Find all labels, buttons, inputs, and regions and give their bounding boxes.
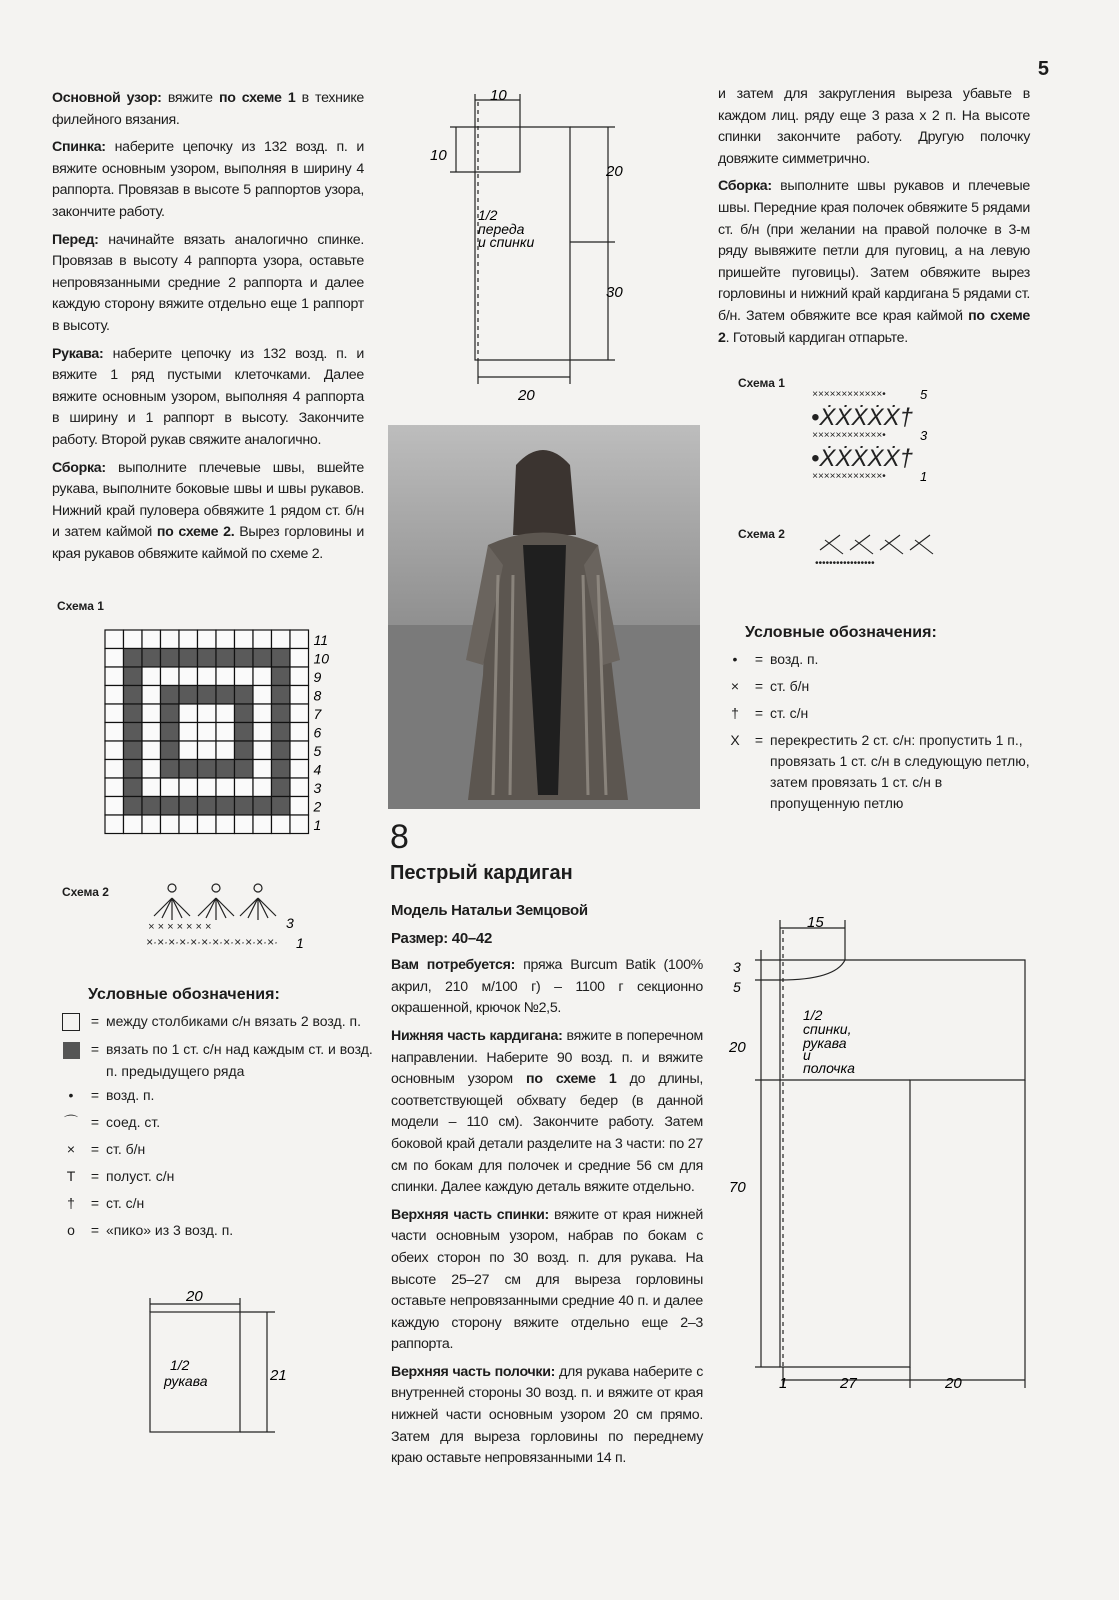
svg-text:21: 21 [270, 1367, 287, 1384]
cardigan-stitch-chart [810, 385, 940, 485]
picot-icon: o [67, 1222, 75, 1238]
row-number: 3 [313, 780, 322, 796]
row-number: 6 [313, 724, 322, 741]
open-cell [179, 815, 198, 834]
open-cell [290, 667, 309, 686]
filled-cell [235, 686, 254, 705]
filled-cell [216, 686, 235, 705]
svg-text:1: 1 [920, 469, 928, 484]
filled-cell [124, 778, 143, 797]
filled-cell [216, 797, 235, 816]
open-cell [216, 741, 235, 760]
svg-text:70: 70 [729, 1179, 746, 1196]
open-cell [124, 630, 143, 649]
open-cell [290, 630, 309, 649]
model-figure-illustration [388, 425, 700, 809]
left-column [52, 88, 364, 571]
row-number: 2 [313, 798, 322, 815]
schema2-label-right: Схема 2 [738, 527, 785, 541]
filled-cell [142, 797, 161, 816]
single-crochet-icon: × [730, 678, 740, 694]
filled-cell [124, 797, 143, 816]
filled-cell [272, 723, 291, 742]
open-cell [179, 630, 198, 649]
open-cell [253, 760, 272, 779]
open-cell [253, 815, 272, 834]
open-cell [290, 797, 309, 816]
open-cell [253, 723, 272, 742]
filled-cell [198, 760, 217, 779]
filled-cell [235, 649, 254, 668]
svg-text:×·×·×·×·×·×·×·×·×·×·×·×·: ×·×·×·×·×·×·×·×·×·×·×·×· [146, 935, 279, 949]
svg-text:рукава: рукава [164, 1373, 208, 1389]
slip-stitch-icon: ⌒ [64, 1114, 78, 1130]
filled-cell [253, 797, 272, 816]
legend-item: = вязать по 1 ст. с/н над каждым ст. и возд. п. предыдущего ряда [58, 1038, 388, 1082]
open-cell [161, 778, 180, 797]
row-number: 8 [313, 687, 322, 704]
open-cell [179, 667, 198, 686]
open-cell [253, 778, 272, 797]
row-number: 1 [296, 935, 304, 951]
svg-text:3: 3 [733, 959, 741, 975]
paragraph-assembly-cardigan: Сборка: выполните швы рукавов и плечевые швы. Передние края полочек обвяжите 5 рядами ст. б/н (при желании на правой полочке в 3-м ряду вывяжите петли для пуговиц, а на левую пришейте пуговицы). Затем обвяжите вырез горловины и нижний край кардигана 5 рядами ст. б/н. Затем обвяжите все края каймой по схеме 2. Готовый кардиган отпарьте. [718, 178, 1031, 346]
open-cell [161, 667, 180, 686]
svg-text:полочка: полочка [803, 1060, 855, 1076]
cardigan-model-photo [388, 425, 700, 809]
open-cell [179, 778, 198, 797]
filled-cell [142, 649, 161, 668]
cardigan-pattern-diagram [725, 910, 1045, 1395]
filled-cell [272, 778, 291, 797]
paragraph-back: Спинка: наберите цепочку из 132 возд. п. и вяжите основным узором, выполняя в ширину 4 раппорта. Провязав в высоте 5 раппортов узора, закончите работу. [52, 139, 364, 220]
paragraph-upper-back: Верхняя часть спинки: вяжите от края нижней части основным узором, набрав по бокам с обеих сторон по 30 возд. п. для рукава. На высоте 25–27 см для выреза горловины оставьте непровязанными средние 40 п. и далее каждую сторону вяжите отдельно еще 2–3 раппорта. [391, 1206, 703, 1353]
filled-cell [272, 741, 291, 760]
svg-text:20: 20 [186, 1290, 203, 1305]
front-back-pattern-diagram [420, 82, 650, 402]
open-cell [105, 630, 124, 649]
filled-cell [235, 760, 254, 779]
open-cell [142, 667, 161, 686]
open-cell [142, 815, 161, 834]
open-cell [105, 741, 124, 760]
legend-item: × = ст. б/н [722, 673, 1032, 700]
filled-square-icon [58, 1038, 84, 1060]
page-number: 5 [1037, 58, 1049, 80]
filled-cell [235, 704, 254, 723]
svg-text:1/2: 1/2 [170, 1357, 190, 1373]
open-cell [198, 704, 217, 723]
filled-cell [124, 723, 143, 742]
filled-cell [124, 667, 143, 686]
legend-item: T = полуст. с/н [58, 1163, 388, 1190]
svg-text:спинки,: спинки, [803, 1021, 852, 1037]
stitch-row-3: ××××××××××××• [812, 430, 886, 441]
open-cell [216, 723, 235, 742]
paragraph-front: Перед: начинайте вязать аналогично спинке. Провязав в высоту 4 раппорта узора, оставьте непровязанными средние 2 раппорта и далее каждую сторону вяжите отдельно еще 1 раппорт в высоту. [52, 231, 364, 334]
filled-cell [272, 704, 291, 723]
filled-cell [272, 667, 291, 686]
filled-cell [161, 797, 180, 816]
row-number: 7 [313, 706, 322, 722]
row-number: 1 [313, 817, 322, 833]
filled-cell [198, 686, 217, 705]
row-number: 9 [313, 669, 322, 685]
legend-title: Условные обозначения: [88, 986, 280, 1003]
open-cell [235, 815, 254, 834]
open-cell [105, 815, 124, 834]
paragraph-sleeves: Рукава: наберите цепочку из 132 возд. п. и вяжите 1 ряд пустыми клеточками. Далее вяжите основным узором, выполняя 4 раппорта в ширину и 1 раппорт в высоту. Закончите работу. Второй рукав свяжите аналогично. [52, 345, 364, 448]
filet-grid-chart [100, 625, 340, 835]
legend-item: ⌒ = соед. ст. [58, 1109, 388, 1136]
paragraph-upper-front: Верхняя часть полочки: для рукава наберите с внутренней стороны 30 возд. п. и вяжите от края нижней части основным узором 20 см прямо. Затем для выреза горловины по переднему краю оставьте непровязанными 14 п. [391, 1363, 703, 1467]
open-cell [253, 704, 272, 723]
open-cell [198, 630, 217, 649]
open-cell [235, 778, 254, 797]
open-cell [198, 667, 217, 686]
open-cell [198, 815, 217, 834]
open-cell [142, 630, 161, 649]
legend-item: • = возд. п. [58, 1082, 388, 1109]
filled-cell [179, 649, 198, 668]
legend-item: = между столбиками с/н вязать 2 возд. п. [58, 1008, 388, 1035]
size: Размер: 40–42 [391, 929, 492, 947]
sleeve-pattern-diagram [140, 1290, 310, 1440]
filled-cell [161, 649, 180, 668]
stitch-row-5: ××××××××××××• [812, 389, 886, 400]
crossed-stitches-icon: X [730, 732, 740, 748]
svg-text:10: 10 [490, 87, 507, 104]
filled-cell [179, 797, 198, 816]
filled-cell [124, 704, 143, 723]
legend-item: • = возд. п. [722, 646, 1032, 673]
open-cell [272, 815, 291, 834]
svg-text:1/2: 1/2 [803, 1007, 823, 1023]
filled-cell [198, 797, 217, 816]
legend-item: † = ст. с/н [722, 700, 1032, 727]
chain-dot-icon: • [68, 1087, 74, 1103]
svg-text:10: 10 [430, 147, 447, 164]
svg-text:переда: переда [478, 221, 525, 237]
legend-item: × = ст. б/н [58, 1136, 388, 1163]
right-column [718, 84, 1030, 355]
open-cell [216, 815, 235, 834]
stitch-row-1: ××××××××××××• [812, 471, 886, 482]
filled-cell [161, 760, 180, 779]
double-crochet-icon: † [67, 1195, 75, 1211]
open-cell [142, 741, 161, 760]
svg-text:1: 1 [779, 1375, 788, 1392]
single-crochet-icon: × [66, 1141, 76, 1157]
paragraph-assembly: Сборка: выполните плечевые швы, вшейте рукава, выполните боковые швы и швы рукавов. Нижний край пуловера обвяжите 1 рядом ст. б/н и затем каймой по схеме 2. Вырез горловины и края рукавов обвяжите каймой по схеме 2. [52, 459, 364, 562]
open-cell [290, 704, 309, 723]
open-cell [253, 667, 272, 686]
legend-item: X = перекрестить 2 ст. с/н: пропустить 1 п., провязать 1 ст. с/н в следующую петлю, затем провязать 1 ст. с/н в пропущенную петлю [722, 730, 1032, 814]
open-cell [290, 723, 309, 742]
filled-cell [124, 760, 143, 779]
left-legend [58, 1008, 388, 1244]
open-cell [105, 704, 124, 723]
open-cell [216, 667, 235, 686]
open-cell [253, 630, 272, 649]
open-cell [235, 630, 254, 649]
filled-cell [272, 649, 291, 668]
project-title: Пестрый кардиган [390, 862, 573, 884]
open-cell [105, 667, 124, 686]
svg-text:5: 5 [920, 387, 928, 402]
open-cell [198, 778, 217, 797]
svg-text:и: и [803, 1047, 811, 1063]
double-crochet-icon: † [731, 705, 739, 721]
schema2-label: Схема 2 [62, 885, 109, 899]
filled-cell [253, 649, 272, 668]
open-cell [290, 815, 309, 834]
open-cell [216, 630, 235, 649]
svg-text:•••••••••••••••••: ••••••••••••••••• [815, 558, 875, 569]
stitch-row-2: •ẊẊẊẊẊ† [811, 445, 914, 472]
filled-cell [235, 741, 254, 760]
filled-cell [124, 649, 143, 668]
open-cell [198, 723, 217, 742]
filled-cell [235, 797, 254, 816]
open-cell [124, 815, 143, 834]
filled-cell [161, 704, 180, 723]
open-cell [105, 778, 124, 797]
filled-cell [124, 741, 143, 760]
filled-cell [179, 760, 198, 779]
open-cell [216, 778, 235, 797]
open-cell [142, 704, 161, 723]
filled-cell [179, 686, 198, 705]
svg-text:и спинки: и спинки [478, 234, 535, 250]
legend-title-right: Условные обозначения: [745, 624, 937, 641]
open-cell [142, 723, 161, 742]
open-cell [198, 741, 217, 760]
open-cell [161, 815, 180, 834]
open-cell [216, 704, 235, 723]
svg-text:20: 20 [945, 1375, 962, 1392]
filled-cell [161, 723, 180, 742]
paragraph-materials: Вам потребуется: пряжа Burcum Batik (100% акрил, 210 м/100 г) – 1100 г секционно окрашенной, крючок №2,5. [391, 957, 703, 1017]
open-cell [142, 686, 161, 705]
filled-cell [216, 760, 235, 779]
project-number: 8 [390, 818, 409, 856]
edging-chart [140, 878, 310, 953]
svg-text:1/2: 1/2 [478, 207, 498, 223]
open-cell [290, 686, 309, 705]
row-number: 4 [313, 761, 322, 778]
schema1-label: Схема 1 [57, 599, 104, 613]
paragraph-lower-part: Нижняя часть кардигана: вяжите в поперечном направлении. Наберите 90 возд. п. и вяжите основным узором по схеме 1 до длины, соответствующей обхвату бедер (в данной модели – 110 см). Закончите работу. Затем боковой край детали разделите на 3 части: по 27 см по бокам для полочек и средние 56 см для спинки. Далее каждую деталь вяжите отдельно. [391, 1027, 703, 1196]
svg-text:20: 20 [729, 1039, 746, 1056]
svg-text:5: 5 [733, 979, 741, 995]
filled-cell [161, 741, 180, 760]
open-cell [105, 649, 124, 668]
right-legend [722, 646, 1032, 814]
open-cell [235, 667, 254, 686]
open-square-icon [58, 1008, 84, 1035]
center-column [391, 900, 703, 1476]
open-cell [105, 686, 124, 705]
svg-text:рукава: рукава [803, 1035, 847, 1051]
filled-cell [161, 686, 180, 705]
schema1-label-right: Схема 1 [738, 376, 785, 390]
open-cell [290, 741, 309, 760]
open-cell [142, 760, 161, 779]
row-number: 3 [286, 915, 294, 931]
paragraph-main-pattern: Основной узор: вяжите по схеме 1 в технике филейного вязания. [52, 90, 364, 128]
open-cell [179, 741, 198, 760]
svg-text:27: 27 [840, 1375, 857, 1392]
open-cell [290, 649, 309, 668]
svg-text:15: 15 [807, 914, 824, 931]
open-cell [290, 778, 309, 797]
svg-text:3: 3 [920, 428, 928, 443]
filled-cell [124, 686, 143, 705]
svg-text:20: 20 [606, 163, 623, 180]
chain-dot-icon: • [732, 651, 738, 667]
filled-cell [272, 760, 291, 779]
svg-text:× × × × × × ×: × × × × × × × [148, 921, 212, 933]
half-double-icon: T [66, 1168, 76, 1184]
open-cell [253, 686, 272, 705]
cardigan-edging-chart [815, 530, 945, 570]
open-cell [272, 630, 291, 649]
row-number: 11 [313, 632, 329, 648]
open-cell [253, 741, 272, 760]
author: Модель Натальи Земцовой [391, 902, 588, 919]
open-cell [179, 723, 198, 742]
legend-item: o = «пико» из 3 возд. п. [58, 1217, 388, 1244]
open-cell [290, 760, 309, 779]
svg-text:20: 20 [518, 387, 535, 402]
paragraph-continued: и затем для закругления выреза убавьте в каждом лиц. ряду еще 3 раза х 2 п. На высоте спинки закончите работу. Другую полочку довяжите симметрично. [718, 86, 1030, 167]
open-cell [142, 778, 161, 797]
open-cell [105, 723, 124, 742]
open-cell [105, 760, 124, 779]
filled-cell [235, 723, 254, 742]
svg-text:30: 30 [606, 284, 623, 301]
stitch-row-4: •ẊẊẊẊẊ† [811, 404, 914, 431]
legend-item: † = ст. с/н [58, 1190, 388, 1217]
row-number: 10 [313, 650, 330, 667]
open-cell [179, 704, 198, 723]
row-number: 5 [313, 743, 322, 759]
filled-cell [216, 649, 235, 668]
filled-cell [198, 649, 217, 668]
open-cell [105, 797, 124, 816]
filled-cell [272, 686, 291, 705]
filled-cell [272, 797, 291, 816]
open-cell [161, 630, 180, 649]
